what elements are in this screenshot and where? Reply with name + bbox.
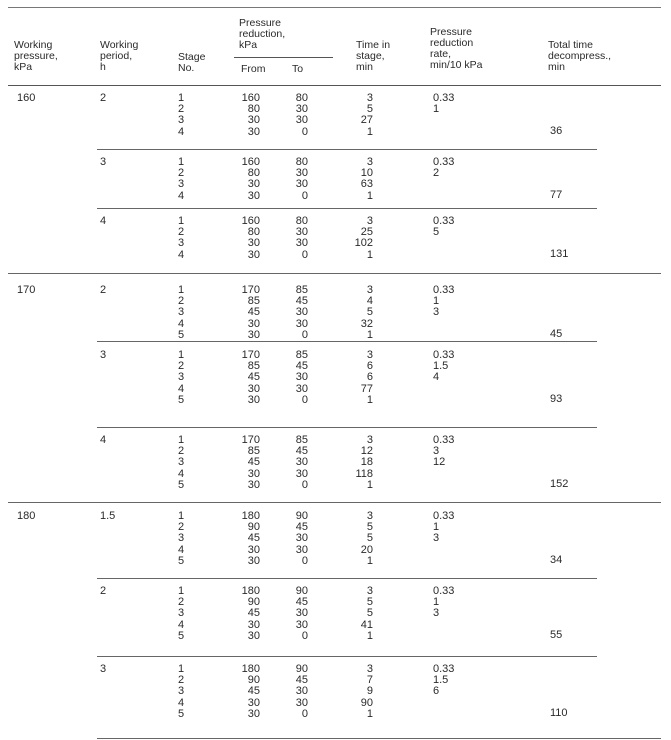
- pressure-reduction-subrule: [234, 57, 333, 58]
- time-in-stage-cell: 27: [360, 114, 373, 127]
- stage-no-cell: 3: [178, 178, 185, 191]
- time-in-stage-cell: 5: [366, 521, 373, 534]
- time-in-stage-cell: 1: [366, 248, 373, 261]
- stage-no-cell: 5: [178, 554, 185, 567]
- reduction-rate-cell: 2: [433, 167, 440, 180]
- from-cell: 85: [247, 445, 260, 458]
- time-in-stage-cell: 25: [360, 226, 373, 239]
- to-cell: 30: [295, 607, 308, 620]
- to-cell: 30: [295, 226, 308, 239]
- from-cell: 80: [247, 103, 260, 116]
- from-cell: 90: [247, 674, 260, 687]
- stage-no-cell: 2: [178, 360, 185, 373]
- to-cell: 90: [295, 663, 308, 675]
- header-working-pressure: Working pressure, kPa: [14, 39, 58, 73]
- to-cell: 0: [301, 189, 308, 202]
- time-in-stage-cell: 6: [366, 371, 373, 384]
- from-cell: 85: [247, 360, 260, 373]
- time-in-stage-cell: 5: [366, 103, 373, 116]
- header-from: From: [241, 63, 266, 75]
- header-pressure-reduction: Pressure reduction, kPa: [239, 17, 286, 51]
- from-cell: 30: [247, 554, 260, 567]
- from-cell: 30: [247, 696, 260, 709]
- from-cell: 30: [247, 237, 260, 250]
- time-in-stage-cell: 1: [366, 629, 373, 642]
- to-cell: 30: [295, 103, 308, 116]
- time-in-stage-cell: 1: [366, 393, 373, 406]
- time-in-stage-cell: 18: [360, 456, 373, 469]
- from-cell: 85: [247, 295, 260, 308]
- reduction-rate-cell: 3: [433, 445, 440, 458]
- time-in-stage-cell: 10: [360, 167, 373, 180]
- time-in-stage-cell: 4: [366, 295, 373, 308]
- stage-no-cell: 3: [178, 306, 185, 319]
- from-cell: 30: [247, 328, 260, 341]
- time-in-stage-cell: 63: [360, 178, 373, 191]
- to-cell: 80: [295, 215, 308, 227]
- from-cell: 90: [247, 596, 260, 609]
- group-separator: [8, 273, 661, 274]
- to-cell: 30: [295, 371, 308, 384]
- to-cell: 0: [301, 328, 308, 341]
- time-in-stage-cell: 1: [366, 328, 373, 341]
- to-cell: 30: [295, 618, 308, 631]
- to-cell: 30: [295, 467, 308, 480]
- stage-no-cell: 1: [178, 92, 185, 104]
- reduction-rate-cell: 0.33: [433, 510, 455, 522]
- reduction-rate-cell: 0.33: [433, 663, 455, 675]
- to-cell: 80: [295, 156, 308, 168]
- time-in-stage-cell: 77: [360, 382, 373, 395]
- stage-no-cell: 3: [178, 114, 185, 127]
- top-rule: [8, 7, 661, 8]
- stage-no-cell: 4: [178, 248, 185, 261]
- to-cell: 0: [301, 125, 308, 138]
- header-to: To: [292, 63, 304, 75]
- block-separator: [97, 578, 597, 579]
- time-in-stage-cell: 5: [366, 607, 373, 620]
- stage-no-cell: 3: [178, 371, 185, 384]
- working-pressure-cell: 170: [17, 284, 36, 296]
- to-cell: 30: [295, 114, 308, 127]
- reduction-rate-cell: 1: [433, 596, 440, 609]
- time-in-stage-cell: 1: [366, 189, 373, 202]
- to-cell: 30: [295, 317, 308, 330]
- from-cell: 160: [241, 215, 260, 227]
- to-cell: 45: [295, 596, 308, 609]
- stage-no-cell: 2: [178, 226, 185, 239]
- stage-no-cell: 1: [178, 284, 185, 296]
- stage-no-cell: 3: [178, 532, 185, 545]
- header-working-period: Working period, h: [100, 39, 139, 73]
- stage-no-cell: 1: [178, 349, 185, 361]
- stage-no-cell: 5: [178, 629, 185, 642]
- from-cell: 90: [247, 521, 260, 534]
- stage-no-cell: 3: [178, 237, 185, 250]
- from-cell: 180: [241, 663, 260, 675]
- total-time-cell: 152: [550, 477, 569, 490]
- from-cell: 80: [247, 167, 260, 180]
- stage-no-cell: 1: [178, 156, 185, 168]
- from-cell: 30: [247, 248, 260, 261]
- stage-no-cell: 2: [178, 596, 185, 609]
- reduction-rate-cell: 1: [433, 103, 440, 116]
- from-cell: 30: [247, 629, 260, 642]
- stage-no-cell: 5: [178, 707, 185, 720]
- to-cell: 30: [295, 237, 308, 250]
- from-cell: 30: [247, 393, 260, 406]
- to-cell: 30: [295, 543, 308, 556]
- stage-no-cell: 4: [178, 543, 185, 556]
- stage-no-cell: 3: [178, 456, 185, 469]
- to-cell: 0: [301, 393, 308, 406]
- block-separator: [97, 341, 597, 342]
- to-cell: 90: [295, 510, 308, 522]
- time-in-stage-cell: 3: [366, 215, 373, 227]
- time-in-stage-cell: 20: [360, 543, 373, 556]
- block-separator: [97, 427, 597, 428]
- time-in-stage-cell: 3: [366, 284, 373, 296]
- to-cell: 30: [295, 456, 308, 469]
- to-cell: 0: [301, 554, 308, 567]
- from-cell: 30: [247, 618, 260, 631]
- reduction-rate-cell: 0.33: [433, 215, 455, 227]
- group-separator: [97, 738, 661, 739]
- from-cell: 170: [241, 284, 260, 296]
- time-in-stage-cell: 5: [366, 596, 373, 609]
- to-cell: 0: [301, 707, 308, 720]
- time-in-stage-cell: 1: [366, 554, 373, 567]
- time-in-stage-cell: 3: [366, 663, 373, 675]
- stage-no-cell: 1: [178, 510, 185, 522]
- from-cell: 30: [247, 382, 260, 395]
- working-pressure-cell: 160: [17, 92, 36, 104]
- stage-no-cell: 5: [178, 393, 185, 406]
- to-cell: 0: [301, 478, 308, 491]
- time-in-stage-cell: 102: [354, 237, 373, 250]
- stage-no-cell: 2: [178, 103, 185, 116]
- reduction-rate-cell: 1.5: [433, 360, 449, 373]
- reduction-rate-cell: 0.33: [433, 92, 455, 104]
- time-in-stage-cell: 3: [366, 92, 373, 104]
- stage-no-cell: 2: [178, 295, 185, 308]
- to-cell: 45: [295, 521, 308, 534]
- stage-no-cell: 2: [178, 167, 185, 180]
- reduction-rate-cell: 0.33: [433, 284, 455, 296]
- to-cell: 30: [295, 696, 308, 709]
- time-in-stage-cell: 1: [366, 125, 373, 138]
- time-in-stage-cell: 3: [366, 156, 373, 168]
- stage-no-cell: 4: [178, 317, 185, 330]
- stage-no-cell: 4: [178, 382, 185, 395]
- reduction-rate-cell: 1: [433, 295, 440, 308]
- stage-no-cell: 5: [178, 328, 185, 341]
- time-in-stage-cell: 5: [366, 532, 373, 545]
- reduction-rate-cell: 1.5: [433, 674, 449, 687]
- from-cell: 45: [247, 456, 260, 469]
- working-period-cell: 4: [100, 434, 107, 446]
- from-cell: 170: [241, 349, 260, 361]
- stage-no-cell: 1: [178, 663, 185, 675]
- time-in-stage-cell: 7: [366, 674, 373, 687]
- time-in-stage-cell: 41: [360, 618, 373, 631]
- from-cell: 30: [247, 125, 260, 138]
- stage-no-cell: 2: [178, 445, 185, 458]
- to-cell: 30: [295, 532, 308, 545]
- working-period-cell: 3: [100, 663, 107, 675]
- header-time-in-stage: Time in stage, min: [356, 39, 391, 73]
- stage-no-cell: 1: [178, 585, 185, 597]
- from-cell: 45: [247, 306, 260, 319]
- from-cell: 30: [247, 178, 260, 191]
- from-cell: 30: [247, 707, 260, 720]
- reduction-rate-cell: 3: [433, 306, 440, 319]
- to-cell: 45: [295, 295, 308, 308]
- time-in-stage-cell: 3: [366, 349, 373, 361]
- working-period-cell: 4: [100, 215, 107, 227]
- reduction-rate-cell: 0.33: [433, 156, 455, 168]
- from-cell: 45: [247, 685, 260, 698]
- to-cell: 90: [295, 585, 308, 597]
- time-in-stage-cell: 90: [360, 696, 373, 709]
- from-cell: 30: [247, 189, 260, 202]
- block-separator: [97, 656, 597, 657]
- reduction-rate-cell: 12: [433, 456, 446, 469]
- stage-no-cell: 2: [178, 674, 185, 687]
- to-cell: 45: [295, 445, 308, 458]
- to-cell: 85: [295, 349, 308, 361]
- time-in-stage-cell: 3: [366, 510, 373, 522]
- working-period-cell: 1.5: [100, 510, 116, 522]
- reduction-rate-cell: 0.33: [433, 434, 455, 446]
- stage-no-cell: 3: [178, 685, 185, 698]
- reduction-rate-cell: 0.33: [433, 349, 455, 361]
- group-separator: [8, 502, 661, 503]
- stage-no-cell: 4: [178, 618, 185, 631]
- working-period-cell: 2: [100, 284, 107, 296]
- stage-no-cell: 4: [178, 467, 185, 480]
- time-in-stage-cell: 5: [366, 306, 373, 319]
- from-cell: 30: [247, 543, 260, 556]
- to-cell: 85: [295, 434, 308, 446]
- total-time-cell: 93: [550, 392, 563, 405]
- from-cell: 30: [247, 317, 260, 330]
- header-stage-no: Stage No.: [178, 51, 206, 74]
- total-time-cell: 131: [550, 247, 569, 260]
- from-cell: 80: [247, 226, 260, 239]
- from-cell: 180: [241, 585, 260, 597]
- working-pressure-cell: 180: [17, 510, 36, 522]
- reduction-rate-cell: 1: [433, 521, 440, 534]
- to-cell: 30: [295, 306, 308, 319]
- time-in-stage-cell: 12: [360, 445, 373, 458]
- working-period-cell: 3: [100, 349, 107, 361]
- to-cell: 0: [301, 629, 308, 642]
- from-cell: 45: [247, 532, 260, 545]
- stage-no-cell: 5: [178, 478, 185, 491]
- total-time-cell: 34: [550, 553, 563, 566]
- time-in-stage-cell: 3: [366, 585, 373, 597]
- from-cell: 30: [247, 467, 260, 480]
- block-separator: [97, 149, 597, 150]
- stage-no-cell: 4: [178, 125, 185, 138]
- to-cell: 85: [295, 284, 308, 296]
- time-in-stage-cell: 118: [355, 467, 373, 480]
- total-time-cell: 45: [550, 327, 563, 340]
- from-cell: 30: [247, 114, 260, 127]
- stage-no-cell: 2: [178, 521, 185, 534]
- to-cell: 0: [301, 248, 308, 261]
- stage-no-cell: 3: [178, 607, 185, 620]
- stage-no-cell: 4: [178, 189, 185, 202]
- to-cell: 30: [295, 685, 308, 698]
- reduction-rate-cell: 5: [433, 226, 440, 239]
- to-cell: 45: [295, 674, 308, 687]
- reduction-rate-cell: 3: [433, 532, 440, 545]
- working-period-cell: 2: [100, 585, 107, 597]
- to-cell: 80: [295, 92, 308, 104]
- total-time-cell: 110: [550, 706, 568, 719]
- header-total-time: Total time decompress., min: [548, 39, 612, 73]
- total-time-cell: 77: [550, 188, 563, 201]
- from-cell: 30: [247, 478, 260, 491]
- from-cell: 45: [247, 607, 260, 620]
- stage-no-cell: 1: [178, 434, 185, 446]
- header-reduction-rate: Pressure reduction rate, min/10 kPa: [430, 26, 483, 71]
- to-cell: 45: [295, 360, 308, 373]
- time-in-stage-cell: 1: [366, 478, 373, 491]
- to-cell: 30: [295, 178, 308, 191]
- from-cell: 180: [241, 510, 260, 522]
- stage-no-cell: 4: [178, 696, 185, 709]
- reduction-rate-cell: 6: [433, 685, 440, 698]
- from-cell: 170: [241, 434, 260, 446]
- time-in-stage-cell: 9: [366, 685, 373, 698]
- from-cell: 160: [241, 92, 260, 104]
- total-time-cell: 55: [550, 628, 563, 641]
- time-in-stage-cell: 32: [360, 317, 373, 330]
- from-cell: 45: [247, 371, 260, 384]
- time-in-stage-cell: 3: [366, 434, 373, 446]
- stage-no-cell: 1: [178, 215, 185, 227]
- total-time-cell: 36: [550, 124, 563, 137]
- reduction-rate-cell: 3: [433, 607, 440, 620]
- working-period-cell: 2: [100, 92, 107, 104]
- time-in-stage-cell: 1: [366, 707, 373, 720]
- reduction-rate-cell: 0.33: [433, 585, 455, 597]
- working-period-cell: 3: [100, 156, 107, 168]
- to-cell: 30: [295, 382, 308, 395]
- to-cell: 30: [295, 167, 308, 180]
- header-rule: [8, 85, 661, 86]
- time-in-stage-cell: 6: [366, 360, 373, 373]
- reduction-rate-cell: 4: [433, 371, 440, 384]
- block-separator: [97, 208, 597, 209]
- from-cell: 160: [241, 156, 260, 168]
